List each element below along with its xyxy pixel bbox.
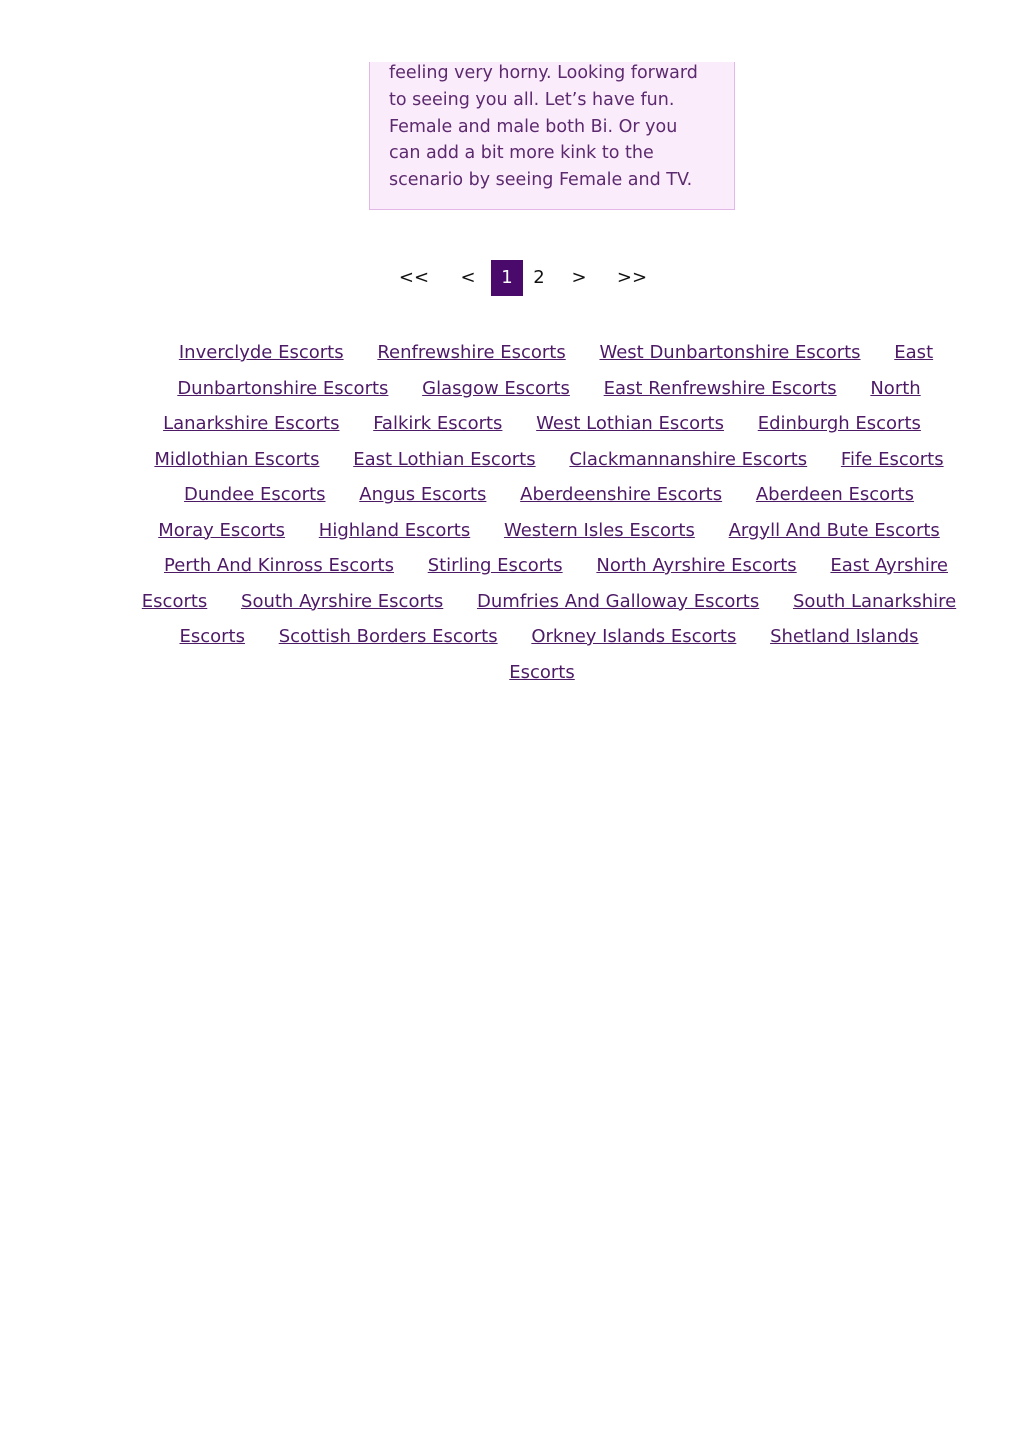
- profile-description-line: to seeing you all. Let’s have fun.: [389, 89, 675, 110]
- pagination: [0, 260, 1024, 296]
- region-link[interactable]: North Lanarkshire Escorts: [163, 377, 921, 434]
- region-link[interactable]: West Lothian Escorts: [536, 413, 724, 434]
- page-2-link[interactable]: 2: [533, 267, 545, 288]
- region-link[interactable]: Aberdeenshire Escorts: [520, 484, 723, 505]
- region-link[interactable]: East Ayrshire Escorts: [141, 555, 948, 612]
- region-link[interactable]: Stirling Escorts: [427, 555, 563, 576]
- region-link[interactable]: Glasgow Escorts: [422, 377, 570, 399]
- region-link[interactable]: South Lanarkshire Escorts: [179, 590, 957, 647]
- region-link[interactable]: Dundee Escorts: [184, 484, 326, 505]
- region-link[interactable]: Angus Escorts: [359, 484, 487, 505]
- region-link[interactable]: Edinburgh Escorts: [757, 413, 921, 434]
- region-link[interactable]: Western Isles Escorts: [503, 519, 695, 541]
- region-link[interactable]: Shetland Islands Escorts: [509, 626, 919, 683]
- region-link[interactable]: South Ayrshire Escorts: [241, 590, 444, 612]
- region-link[interactable]: Fife Escorts: [840, 448, 944, 470]
- region-link[interactable]: North Ayrshire Escorts: [596, 555, 797, 576]
- profile-description-line: can add a bit more kink to the: [389, 143, 654, 164]
- region-link[interactable]: Midlothian Escorts: [154, 448, 320, 470]
- profile-description-text: [389, 60, 716, 194]
- region-link[interactable]: Argyll And Bute Escorts: [728, 519, 940, 541]
- region-link[interactable]: East Lothian Escorts: [353, 448, 536, 470]
- region-link[interactable]: Dumfries And Galloway Escorts: [477, 590, 760, 612]
- region-links-list: [140, 335, 958, 690]
- region-link[interactable]: Clackmannanshire Escorts: [569, 448, 808, 470]
- previous-page-link[interactable]: <: [460, 267, 476, 288]
- region-link[interactable]: Orkney Islands Escorts: [531, 626, 737, 647]
- region-link[interactable]: Scottish Borders Escorts: [278, 626, 498, 647]
- profile-description-line: scenario by seeing Female and TV.: [389, 170, 693, 191]
- region-link[interactable]: Perth And Kinross Escorts: [164, 555, 394, 576]
- region-link[interactable]: East Dunbartonshire Escorts: [177, 342, 934, 399]
- profile-description-card: [369, 62, 735, 210]
- region-link[interactable]: Aberdeen Escorts: [755, 484, 914, 505]
- last-page-link[interactable]: >>: [616, 267, 648, 288]
- region-link[interactable]: Moray Escorts: [158, 519, 286, 541]
- first-page-link[interactable]: <<: [398, 267, 430, 288]
- region-link[interactable]: Inverclyde Escorts: [178, 342, 344, 363]
- region-link[interactable]: Highland Escorts: [318, 519, 471, 541]
- profile-description-line: feeling very horny. Looking forward: [389, 63, 698, 83]
- next-page-link[interactable]: >: [571, 267, 587, 288]
- page-1-link[interactable]: 1: [491, 260, 523, 296]
- region-link[interactable]: East Renfrewshire Escorts: [603, 377, 837, 399]
- profile-description-line: Female and male both Bi. Or you: [389, 116, 678, 137]
- region-link[interactable]: Renfrewshire Escorts: [377, 342, 566, 363]
- region-link[interactable]: West Dunbartonshire Escorts: [599, 342, 861, 363]
- region-link[interactable]: Falkirk Escorts: [373, 413, 503, 434]
